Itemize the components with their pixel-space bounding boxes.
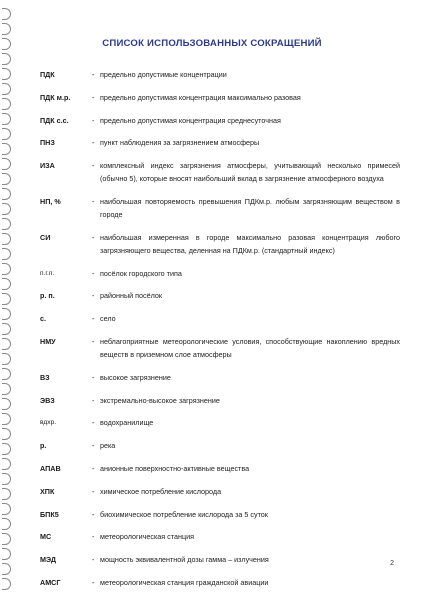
abbreviation-term: НМУ [40,336,56,346]
abbreviation-entry [40,530,400,543]
abbreviation-term: ХПК [40,486,55,496]
binding-ring [2,503,11,515]
binding-ring [2,53,11,65]
abbreviation-entry [40,91,400,104]
binding-ring [2,353,11,365]
dash-separator: - [92,441,95,451]
binding-ring [2,113,11,125]
binding-ring [2,233,11,245]
abbreviation-definition: предельно допустимая концентрация максимально разовая [100,92,301,102]
abbreviation-term: СИ [40,232,51,242]
dash-separator: - [92,463,95,473]
abbreviation-term: с. [40,314,46,324]
abbreviation-entry [40,394,400,407]
binding-ring [2,188,11,200]
abbreviation-definition: река [100,441,116,451]
binding-ring [2,8,11,20]
abbreviation-term: АМСГ [40,577,61,587]
abbreviation-entry [40,114,400,127]
dash-separator: - [92,291,95,301]
abbreviation-entry [40,485,400,498]
binding-ring [2,533,11,545]
abbreviation-list [40,68,400,599]
dash-separator: - [92,115,95,125]
binding-ring [2,248,11,260]
binding-ring [2,308,11,320]
abbreviation-entry [40,312,400,325]
binding-ring [2,23,11,35]
dash-separator: - [92,486,95,496]
abbreviation-term: ПДК с.с. [40,115,69,125]
dash-separator: - [92,232,95,242]
abbreviation-term: вдхр. [40,419,57,427]
binding-ring [2,488,11,500]
abbreviation-definition: метеорологическая станция гражданской авиации [100,577,269,587]
abbreviation-definition: химическое потребление кислорода [100,486,222,496]
abbreviation-definition: мощность эквивалентной дозы гамма – излучения [100,555,269,565]
binding-ring [2,413,11,425]
abbreviation-entry [40,439,400,452]
dash-separator: - [92,509,95,519]
dash-separator: - [92,532,95,542]
dash-separator: - [92,418,95,428]
binding-ring [2,428,11,440]
page-title: СПИСОК ИСПОЛЬЗОВАННЫХ СОКРАЩЕНИЙ [102,38,322,49]
dash-separator: - [92,314,95,324]
binding-ring [2,548,11,560]
abbreviation-definition: предельно допустимая концентрация среднесуточная [100,115,281,125]
abbreviation-term: р. [40,441,47,451]
dash-separator: - [92,555,95,565]
dash-separator: - [92,196,95,206]
abbreviation-term: ПДК [40,70,55,79]
binding-ring [2,263,11,275]
abbreviation-definition: биохимическое потребление кислорода за 5 суток [100,509,268,519]
abbreviation-definition: экстремально-высокое загрязнение [100,395,220,405]
abbreviation-entry [40,371,400,384]
abbreviation-term: п.г.п. [40,269,55,277]
abbreviation-definition: метеорологическая станция [100,532,194,542]
binding-ring [2,98,11,110]
abbreviation-term: ЭВЗ [40,395,55,405]
dash-separator: - [92,92,95,102]
abbreviation-term: р. п. [40,291,55,301]
abbreviation-term: АПАВ [40,463,61,473]
abbreviation-entry [40,508,400,521]
binding-ring [2,398,11,410]
abbreviation-entry [40,462,400,475]
abbreviation-term: ПДК м.р. [40,92,71,102]
binding-ring [2,443,11,455]
binding-ring [2,218,11,230]
abbreviation-entry [40,553,400,566]
abbreviation-definition: высокое загрязнение [100,372,171,382]
abbreviation-entry [40,576,400,589]
dash-separator: - [92,372,95,382]
binding-ring [2,143,11,155]
abbreviation-definition: пункт наблюдения за загрязнением атмосферы [100,138,260,148]
abbreviation-definition: анионные поверхностно-активные вещества [100,463,250,473]
abbreviation-definition: комплексный индекс загрязнения атмосферы, учитывающий несколько примесей (обычно 5), которые вносят наибольший вклад в загрязнение атмосферного воздуха [100,161,400,184]
abbreviation-term: ИЗА [40,161,55,171]
abbreviation-entry [40,335,400,361]
binding-ring [2,323,11,335]
binding-ring [2,173,11,185]
dash-separator: - [92,336,95,346]
abbreviation-definition: неблагоприятные метеорологические условия, способствующие накоплению вредных веществ в приземном слое атмосферы [100,336,400,359]
dash-separator: - [92,138,95,148]
binding-ring [2,338,11,350]
dash-separator: - [92,161,95,171]
abbreviation-term: ВЗ [40,372,50,382]
abbreviation-term: МЭД [40,555,57,565]
binding-ring [2,278,11,290]
binding-ring [2,368,11,380]
binding-ring [2,578,11,590]
binding-ring [2,563,11,575]
binding-ring [2,203,11,215]
abbreviation-term: БПК5 [40,509,59,519]
spiral-binding [0,0,14,600]
abbreviation-entry [40,136,400,149]
binding-ring [2,158,11,170]
abbreviation-entry [40,159,400,185]
binding-ring [2,473,11,485]
abbreviation-entry [40,289,400,302]
abbreviation-definition: районный посёлок [100,291,163,301]
binding-ring [2,458,11,470]
binding-ring [2,518,11,530]
abbreviation-term: НП, % [40,196,61,206]
dash-separator: - [92,268,95,278]
abbreviation-entry [40,195,400,221]
binding-ring [2,293,11,305]
dash-separator: - [92,577,95,587]
abbreviation-definition: село [100,314,116,324]
abbreviation-definition: водохранилище [100,418,154,428]
abbreviation-term: МС [40,532,52,542]
abbreviation-definition: предельно допустимые концентрации [100,70,227,79]
abbreviation-entry [40,68,400,81]
binding-ring [2,68,11,80]
binding-ring [2,83,11,95]
abbreviation-definition: наибольшая повторяемость превышения ПДКм.р. любым загрязняющим веществом в городе [100,196,400,219]
abbreviation-entry [40,416,400,429]
binding-ring [2,128,11,140]
binding-ring [2,383,11,395]
dash-separator: - [92,395,95,405]
abbreviation-entry [40,231,400,257]
page-number: 2 [390,560,394,567]
abbreviation-entry [40,267,400,280]
abbreviation-definition: посёлок городского типа [100,268,182,278]
dash-separator: - [92,70,95,79]
abbreviation-definition: наибольшая измеренная в городе максимально разовая концентрация любого загрязняющего вещества, деленная на ПДКм.р. (стандартный индекс) [100,232,400,255]
abbreviation-term: ПНЗ [40,138,55,148]
